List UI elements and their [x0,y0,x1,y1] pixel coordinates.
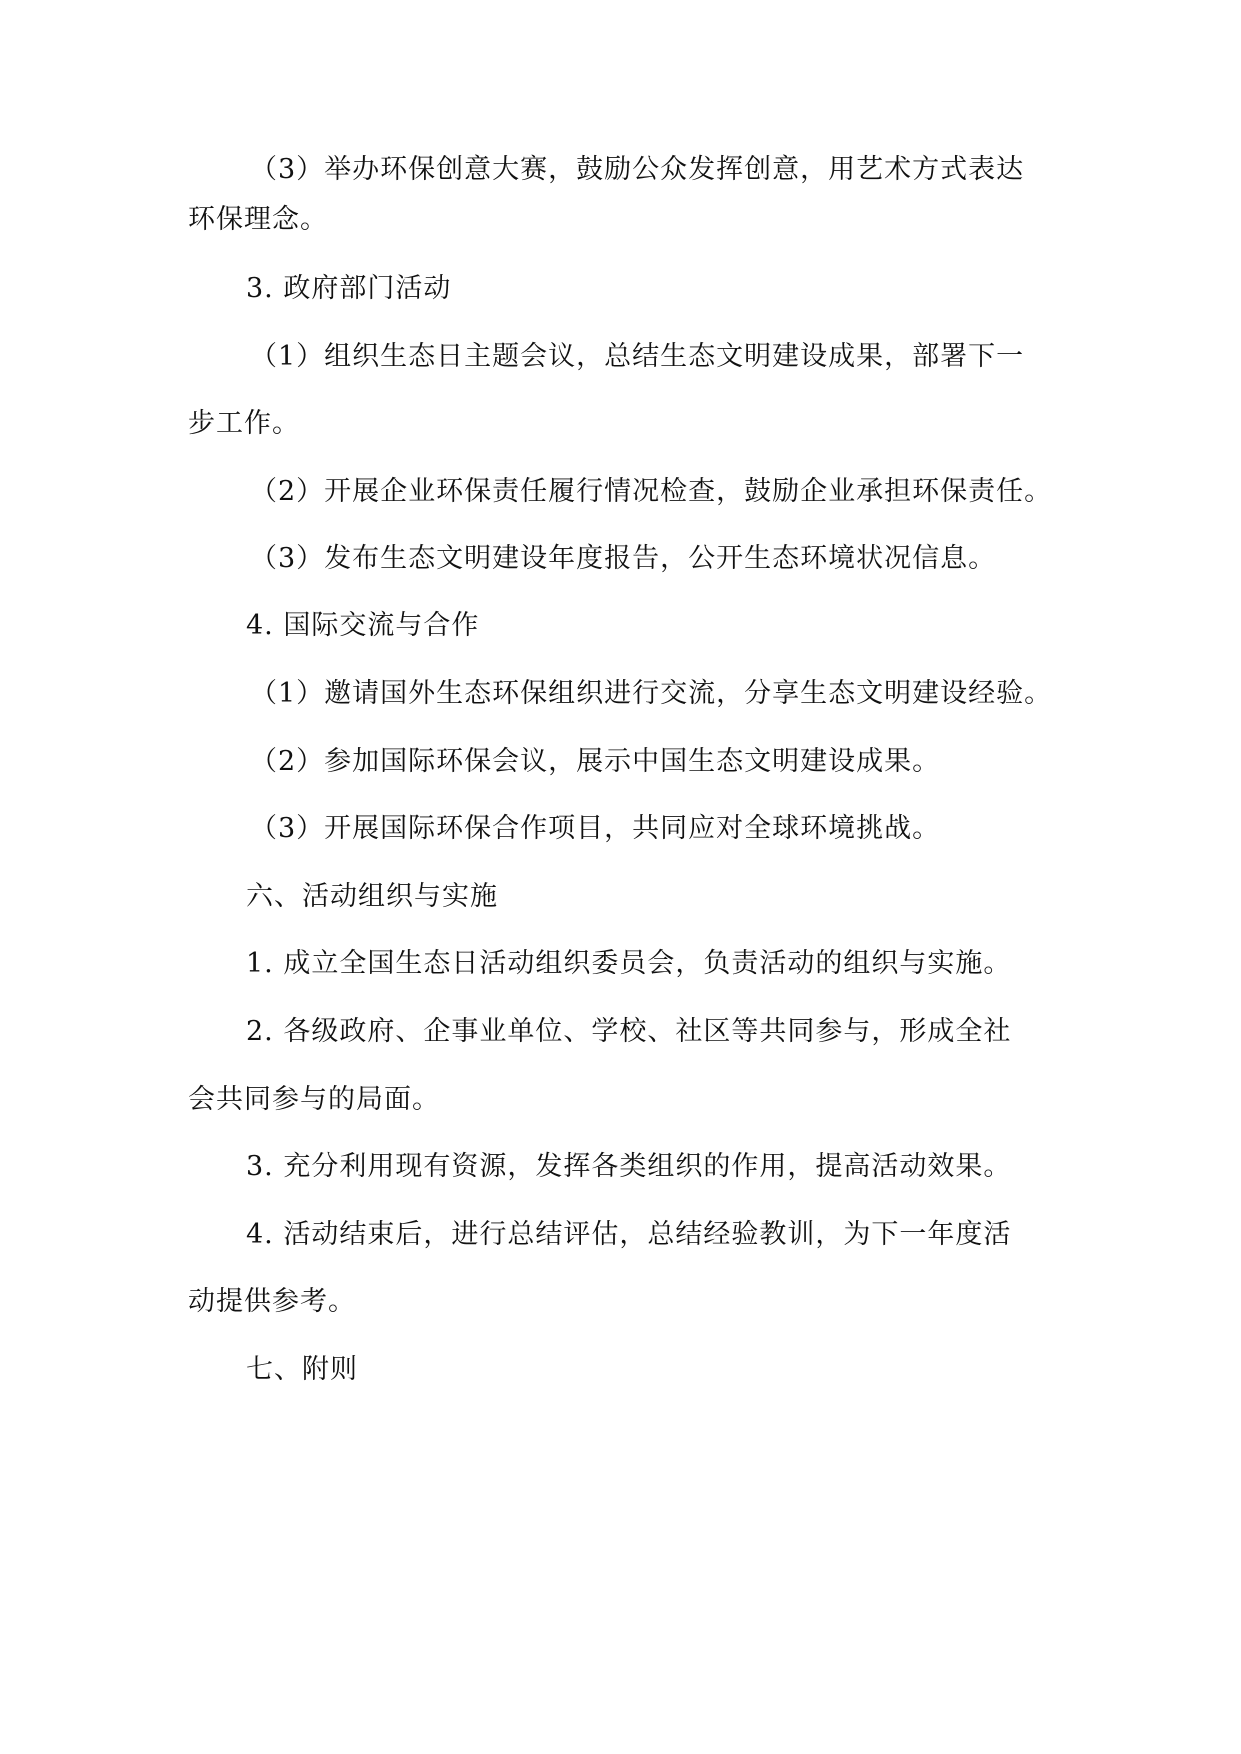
chapter-heading: 六、活动组织与实施 [246,881,498,912]
paragraph-line: 1. 成立全国生态日活动组织委员会，负责活动的组织与实施。 [246,948,1012,979]
paragraph-line: （2）开展企业环保责任履行情况检查，鼓励企业承担环保责任。 [250,476,1053,507]
paragraph-line: 4. 活动结束后，进行总结评估，总结经验教训，为下一年度活 [246,1219,1012,1250]
paragraph-line: 会共同参与的局面。 [188,1084,440,1115]
paragraph-line: （1）邀请国外生态环保组织进行交流，分享生态文明建设经验。 [250,678,1053,709]
section-heading: 3. 政府部门活动 [246,273,452,304]
paragraph-line: （1）组织生态日主题会议，总结生态文明建设成果，部署下一 [250,341,1025,372]
paragraph-line: 3. 充分利用现有资源，发挥各类组织的作用，提高活动效果。 [246,1151,1012,1182]
paragraph-line: 步工作。 [188,408,300,439]
paragraph-line: （3）发布生态文明建设年度报告，公开生态环境状况信息。 [250,543,997,574]
paragraph-line: （3）举办环保创意大赛，鼓励公众发挥创意，用艺术方式表达 [250,154,1025,185]
paragraph-line: （2）参加国际环保会议，展示中国生态文明建设成果。 [250,746,941,777]
section-heading: 4. 国际交流与合作 [246,610,480,641]
paragraph-line: （3）开展国际环保合作项目，共同应对全球环境挑战。 [250,813,941,844]
paragraph-line: 2. 各级政府、企事业单位、学校、社区等共同参与，形成全社 [246,1016,1012,1047]
chapter-heading: 七、附则 [246,1354,358,1385]
paragraph-line: 动提供参考。 [188,1286,356,1317]
paragraph-line: 环保理念。 [188,204,328,235]
